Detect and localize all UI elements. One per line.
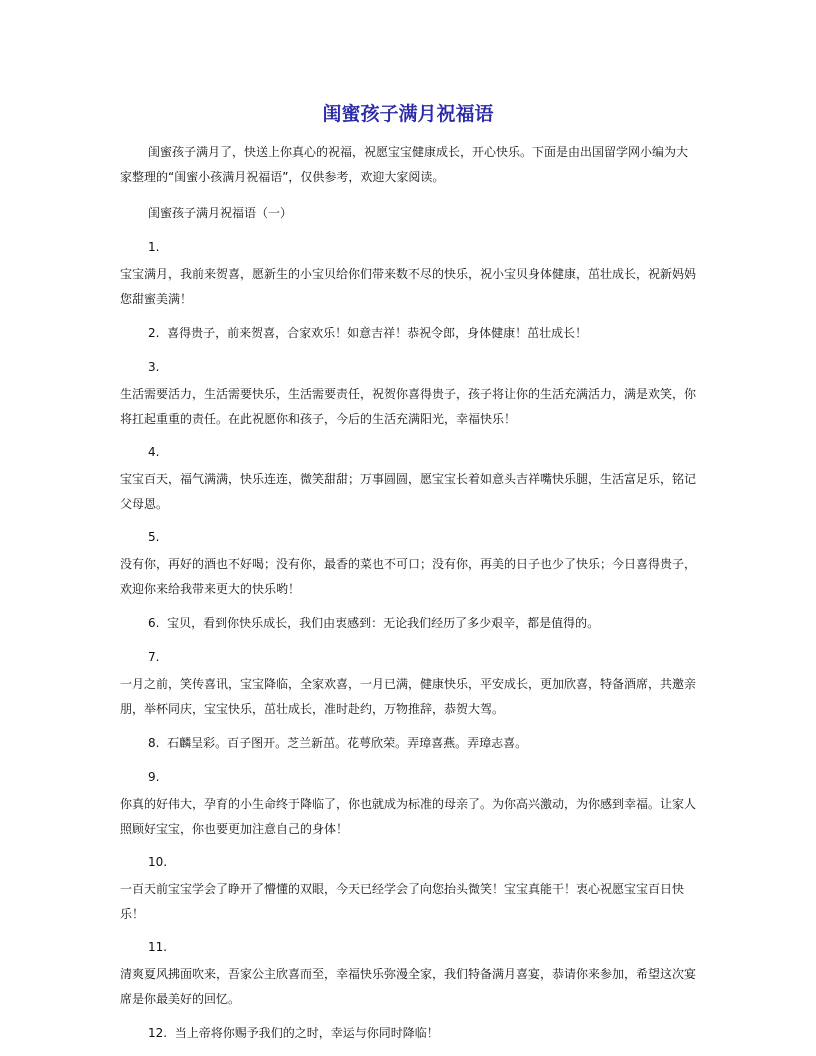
blessing-item-6 (120, 611, 696, 636)
document-page (120, 100, 696, 1056)
item-number: 10. (148, 855, 168, 869)
item-number: 4. (148, 445, 160, 459)
item-text: 一百天前宝宝学会了睁开了懵懂的双眼，今天已经学会了向您抬头微笑！宝宝真能干！衷心祝愿宝宝百日快乐！ (120, 882, 685, 921)
blessing-item-5 (120, 526, 696, 602)
blessing-item-2 (120, 321, 696, 346)
item-number: 12. (148, 1026, 168, 1040)
item-text: 宝宝百天，福气满满，快乐连连，微笑甜甜；万事圆圆，愿宝宝长着如意头吉祥嘴快乐腿，生活富足乐，铭记父母恩。 (120, 472, 697, 511)
blessing-item-8 (120, 731, 696, 756)
item-number: 5. (148, 530, 160, 544)
item-text: 生活需要活力，生活需要快乐，生活需要责任，祝贺你喜得贵子，孩子将让你的生活充满活力，满是欢笑，你将扛起重重的责任。在此祝愿你和孩子，今后的生活充满阳光，幸福快乐！ (120, 387, 697, 426)
blessing-item-9 (120, 766, 696, 842)
intro-paragraph: 闺蜜孩子满月了，快送上你真心的祝福，祝愿宝宝健康成长，开心快乐。下面是由出国留学网小编为大家整理的“闺蜜小孩满月祝福语”，仅供参考，欢迎大家阅读。 (120, 145, 689, 184)
item-text: 清爽夏风拂面吹来，吾家公主欣喜而至，幸福快乐弥漫全家，我们特备满月喜宴，恭请你来参加，希望这次宴席是你最美好的回忆。 (120, 967, 697, 1006)
blessing-item-12 (120, 1021, 696, 1046)
blessing-item-3 (120, 356, 696, 432)
blessing-item-7 (120, 646, 696, 722)
item-number: 7. (148, 650, 160, 664)
item-text: 一月之前，笑传喜讯，宝宝降临，全家欢喜，一月已满，健康快乐，平安成长，更加欣喜，特备酒席，共邀亲朋，举杯同庆，宝宝快乐，茁壮成长，准时赴约，万物推辞，恭贺大驾。 (120, 677, 697, 716)
item-text: 宝贝，看到你快乐成长，我们由衷感到：无论我们经历了多少艰辛，都是值得的。 (167, 616, 600, 630)
item-number: 6. (148, 616, 160, 630)
item-number: 8. (148, 736, 160, 750)
blessing-item-11 (120, 936, 696, 1012)
item-text: 石麟呈彩。百子图开。芝兰新茁。花萼欣荣。弄璋喜燕。弄璋志喜。 (167, 736, 528, 750)
blessing-item-1 (120, 236, 696, 312)
blessing-item-4 (120, 441, 696, 517)
item-text: 当上帝将你赐予我们的之时，幸运与你同时降临！ (174, 1026, 439, 1040)
item-text: 没有你，再好的酒也不好喝；没有你，最香的菜也不可口；没有你，再美的日子也少了快乐；今日喜得贵子，欢迎你来给我带来更大的快乐哟！ (120, 557, 697, 596)
blessing-item-10 (120, 851, 696, 927)
item-number: 2. (148, 326, 160, 340)
item-number: 11. (148, 940, 168, 954)
item-text: 你真的好伟大，孕育的小生命终于降临了，你也就成为标准的母亲了。为你高兴激动，为你感到幸福。让家人照顾好宝宝，你也要更加注意自己的身体！ (120, 797, 697, 836)
item-number: 1. (148, 240, 160, 254)
item-number: 3. (148, 360, 160, 374)
page-title: 闺蜜孩子满月祝福语 (322, 103, 494, 125)
item-text: 宝宝满月，我前来贺喜，愿新生的小宝贝给你们带来数不尽的快乐，祝小宝贝身体健康，茁壮成长，祝新妈妈您甜蜜美满！ (120, 267, 697, 306)
section-heading: 闺蜜孩子满月祝福语（一） (148, 206, 293, 220)
item-text: 喜得贵子，前来贺喜，合家欢乐！如意吉祥！恭祝令郎，身体健康！茁壮成长！ (167, 326, 588, 340)
item-number: 9. (148, 770, 160, 784)
